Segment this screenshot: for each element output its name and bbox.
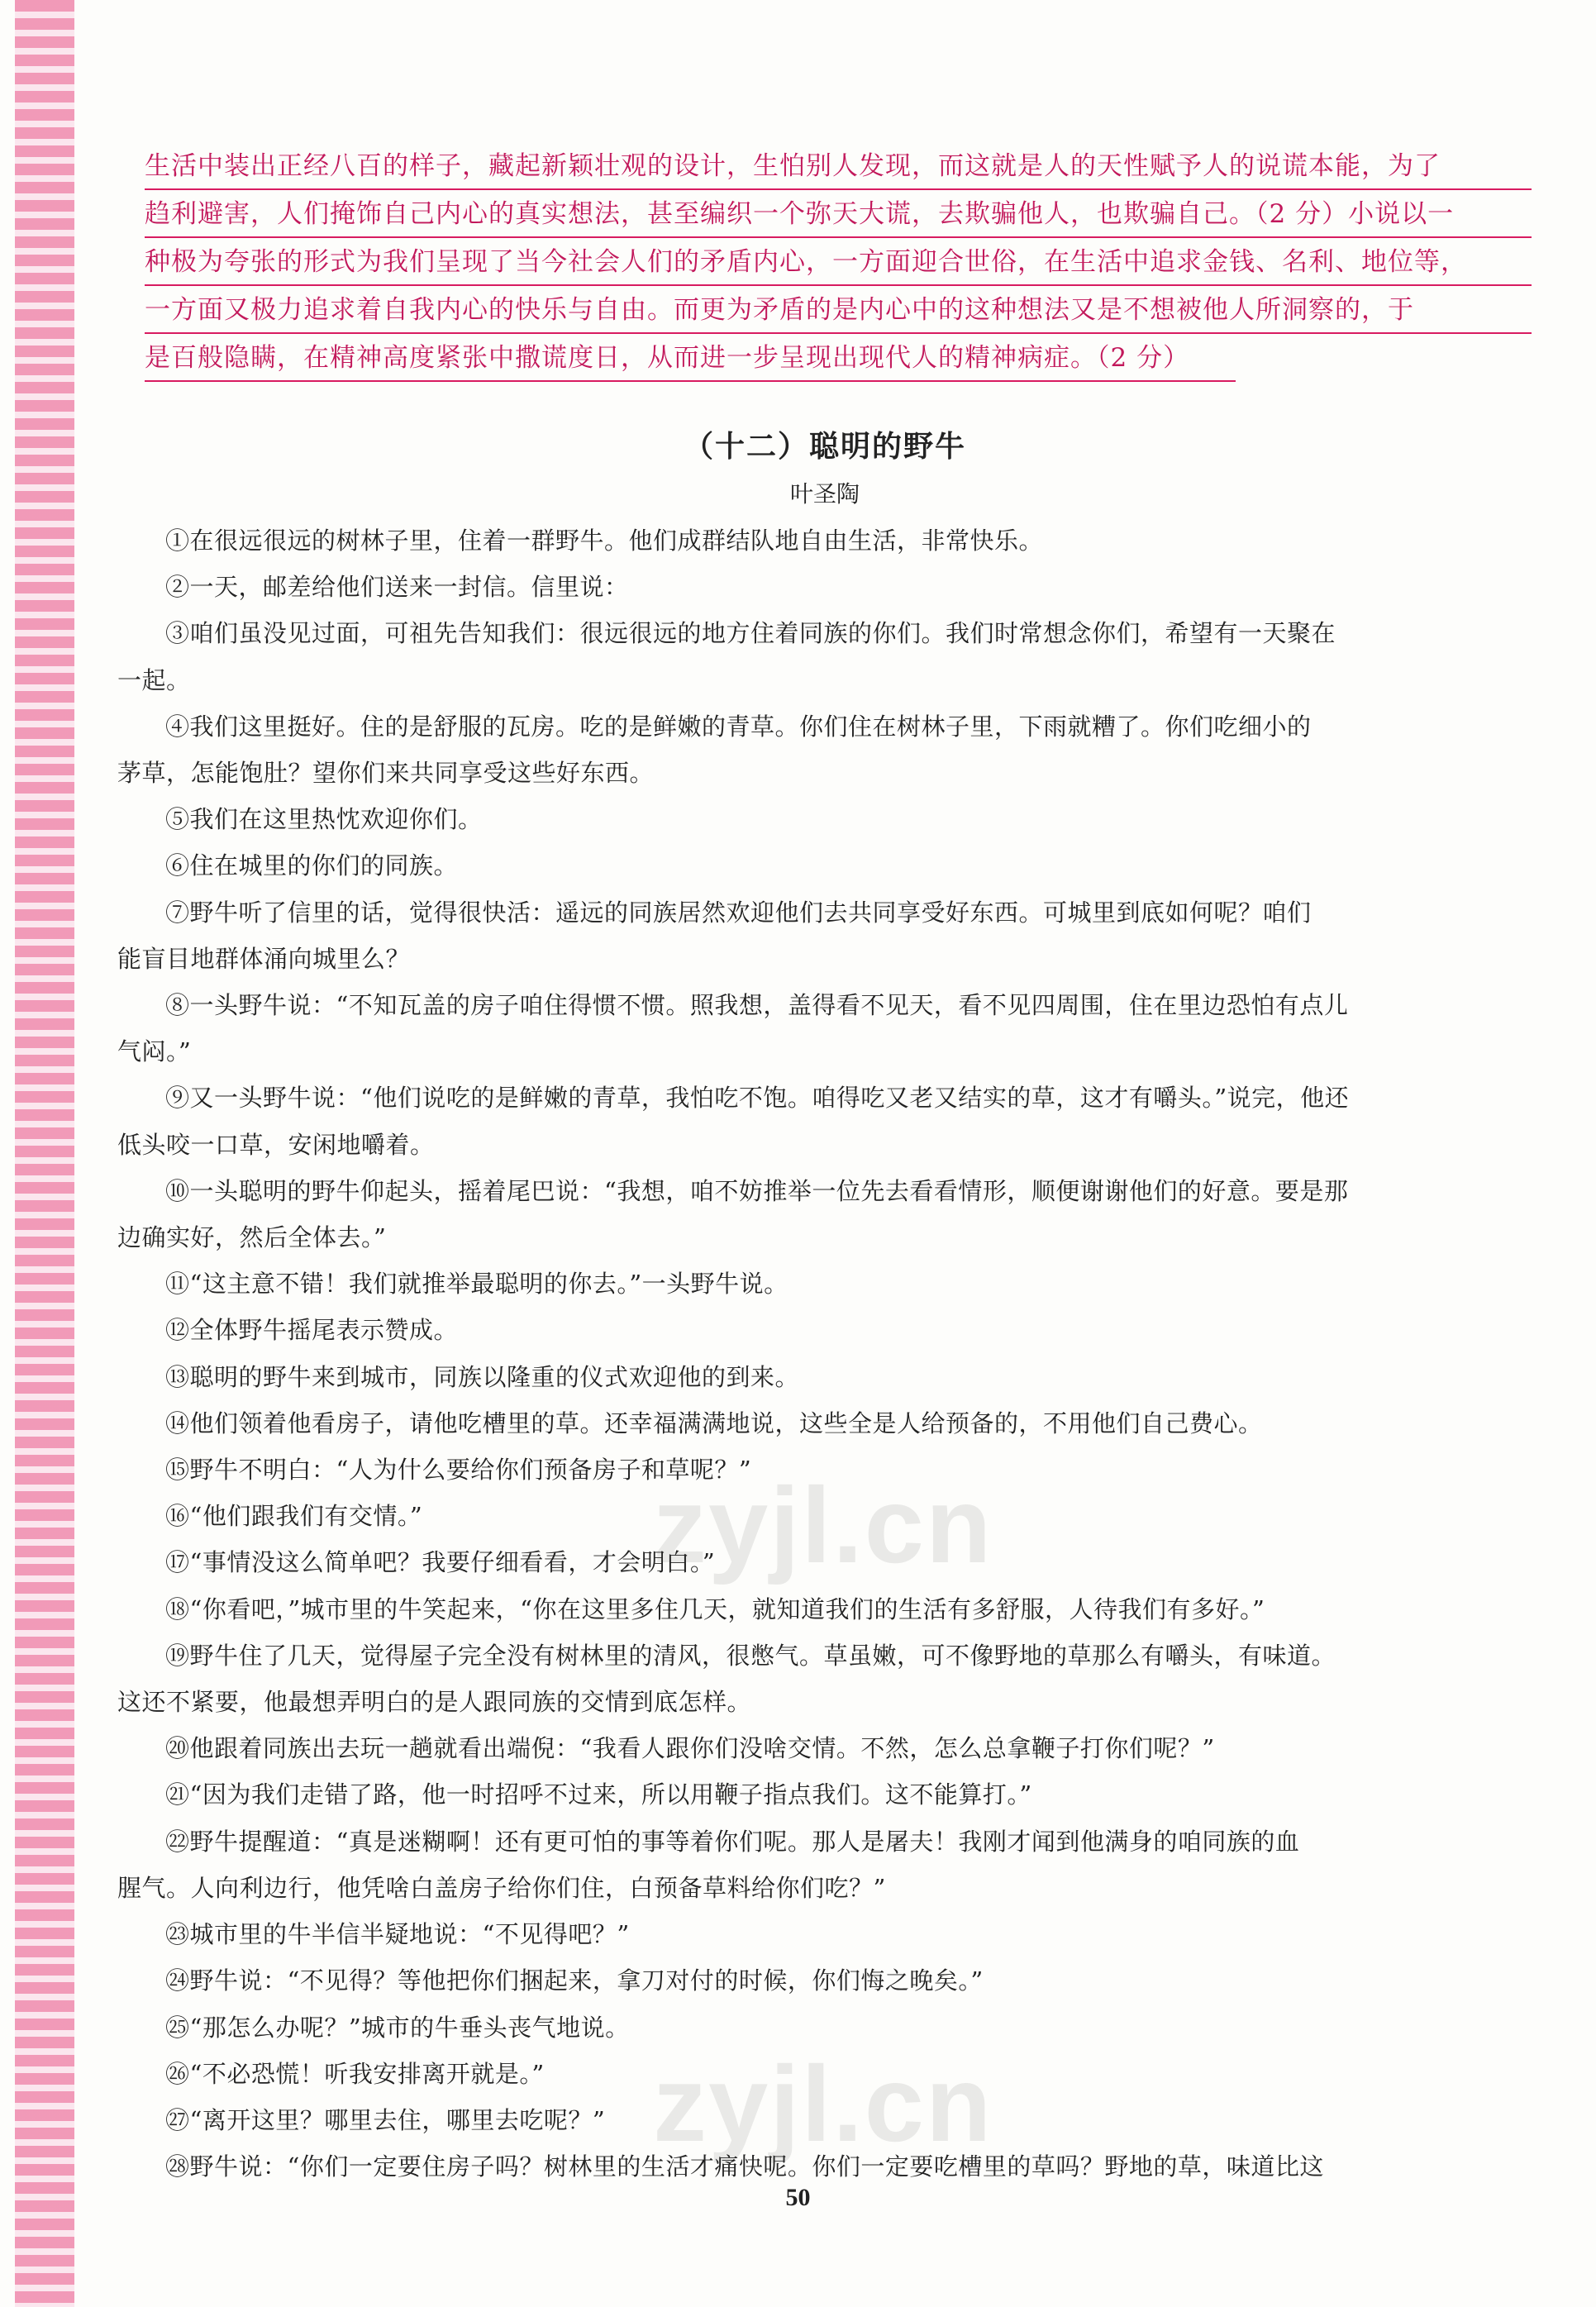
- paragraph: [117, 1586, 1532, 1633]
- paragraph: [117, 1818, 1532, 1911]
- paragraph: [117, 796, 1532, 842]
- paragraph-line: 一起。: [117, 665, 191, 694]
- paragraph-line: ⑫全体野牛摇尾表示赞成。: [165, 1316, 459, 1345]
- paragraph-line: ⑪“这主意不错！我们就推举最聪明的你去。”一头野牛说。: [165, 1270, 788, 1299]
- paragraph-line: ⑧一头野牛说：“不知瓦盖的房子咱住得惯不惯。照我想，盖得看不见天，看不见四周围，住在里边恐怕有点儿: [165, 991, 1349, 1020]
- paragraph: [117, 1168, 1532, 1261]
- paragraph: [117, 1725, 1532, 1771]
- paragraph-line: ㉖“不必恐慌！听我安排离开就是。”: [165, 2059, 545, 2088]
- paragraph-line: 这还不紧要，他最想弄明白的是人跟同族的交情到底怎样。: [117, 1688, 752, 1717]
- paragraph-line: 茅草，怎能饱肚？望你们来共同享受这些好东西。: [117, 759, 655, 788]
- paragraph-line: ⑬聪明的野牛来到城市，同族以隆重的仪式欢迎他的到来。: [165, 1362, 800, 1391]
- paragraph-line: 低头咬一口草，安闲地嚼着。: [117, 1130, 435, 1159]
- answer-line: 是百般隐瞒，在精神高度紧张中撒谎度日，从而进一步呈现出现代人的精神病症。（2 分）: [145, 334, 1236, 382]
- paragraph-line: ⑭他们领着他看房子，请他吃槽里的草。还幸福满满地说，这些全是人给预备的，不用他们自己费心。: [165, 1409, 1263, 1437]
- answer-line: 趋利避害，人们掩饰自己内心的真实想法，甚至编织一个弥天大谎，去欺骗他人，也欺骗自己。（2 分）小说以一: [145, 190, 1532, 238]
- paragraph-line: ④我们这里挺好。住的是舒服的瓦房。吃的是鲜嫩的青草。你们住在树林子里，下雨就糟了。你们吃细小的: [165, 712, 1312, 741]
- paragraph-line: ㉔野牛说：“不见得？等他把你们捆起来，拿刀对付的时候，你们悔之晚矣。”: [165, 1966, 984, 1995]
- paragraph-line: ㉘野牛说：“你们一定要住房子吗？树林里的生活才痛快呢。你们一定要吃槽里的草吗？野地的草，味道比这: [165, 2152, 1324, 2181]
- paragraph-line: ⑳他跟着同族出去玩一趟就看出端倪：“我看人跟你们没啥交情。不然，怎么总拿鞭子打你们呢？”: [165, 1734, 1215, 1763]
- paragraph-line: ⑮野牛不明白：“人为什么要给你们预备房子和草呢？”: [165, 1456, 752, 1485]
- paragraph-line: ㉓城市里的牛半信半疑地说：“不见得吧？”: [165, 1920, 630, 1949]
- paragraph-line: ⑦野牛听了信里的话，觉得很快活：遥远的同族居然欢迎他们去共同享受好东西。可城里到底如何呢？咱们: [165, 898, 1312, 927]
- answer-line: 生活中装出正经八百的样子，藏起新颖壮观的设计，生怕别人发现，而这就是人的天性赋予人的说谎本能，为了: [145, 142, 1532, 190]
- watermark: zyjl.cn: [653, 2043, 993, 2164]
- paragraph-line: ㉑“因为我们走错了路，他一时招呼不过来，所以用鞭子指点我们。这不能算打。”: [165, 1780, 1032, 1809]
- paragraph-line: 腥气。人向利边行，他凭啥白盖房子给你们住，白预备草料给你们吃？”: [117, 1873, 886, 1902]
- answer-line: 种极为夸张的形式为我们呈现了当今社会人们的矛盾内心，一方面迎合世俗，在生活中追求金钱、名利、地位等，: [145, 238, 1532, 286]
- story-section: [117, 422, 1532, 2190]
- paragraph-line: 气闷。”: [117, 1037, 192, 1066]
- paragraph: [117, 1771, 1532, 1818]
- paragraph: [117, 610, 1532, 703]
- paragraph: [117, 564, 1532, 610]
- paragraph: [117, 1633, 1532, 1725]
- binding-strip: [15, 0, 74, 2307]
- paragraph-line: ②一天，邮差给他们送来一封信。信里说：: [165, 573, 629, 602]
- paragraph: [117, 982, 1532, 1075]
- paragraph: [117, 1261, 1532, 1307]
- paragraph: [117, 889, 1532, 982]
- paragraph-line: ③咱们虽没见过面，可祖先告知我们：很远很远的地方住着同族的你们。我们时常想念你们，希望有一天聚在: [165, 619, 1336, 648]
- paragraph: [117, 517, 1532, 564]
- paragraph-line: ⑩一头聪明的野牛仰起头，摇着尾巴说：“我想，咱不妨推举一位先去看看情形，顺便谢谢他们的好意。要是那: [165, 1176, 1349, 1205]
- paragraph-line: ①在很远很远的树林子里，住着一群野牛。他们成群结队地自由生活，非常快乐。: [165, 527, 1044, 555]
- paragraph: [117, 1354, 1532, 1400]
- answer-section: [145, 142, 1532, 382]
- paragraph: [117, 1307, 1532, 1353]
- paragraph-line: ⑰“事情没这么简单吧？我要仔细看看，才会明白。”: [165, 1548, 716, 1577]
- watermark: zyjl.cn: [653, 1465, 993, 1585]
- paragraph-line: ⑤我们在这里热忱欢迎你们。: [165, 805, 483, 834]
- paragraph-line: ⑯“他们跟我们有交情。”: [165, 1502, 423, 1531]
- paragraph: [117, 1075, 1532, 1167]
- story-author: 叶圣陶: [789, 480, 860, 508]
- paragraph: [117, 1957, 1532, 2004]
- paragraph-line: ㉒野牛提醒道：“真是迷糊啊！还有更可怕的事等着你们呢。那人是屠夫！我刚才闻到他满身的咱同族的血: [165, 1827, 1300, 1856]
- paragraph-line: ⑱“你看吧，”城市里的牛笑起来，“你在这里多住几天，就知道我们的生活有多舒服，人待我们有多好。”: [165, 1594, 1265, 1623]
- paragraph-line: ⑲野牛住了几天，觉得屋子完全没有树林里的清风，很憋气。草虽嫩，可不像野地的草那么有嚼头，有味道。: [165, 1641, 1336, 1670]
- answer-line: 一方面又极力追求着自我内心的快乐与自由。而更为矛盾的是内心中的这种想法又是不想被他人所洞察的，于: [145, 286, 1532, 334]
- paragraph-line: ㉕“那怎么办呢？”城市的牛垂头丧气地说。: [165, 2013, 630, 2042]
- page-number: 50: [785, 2184, 811, 2211]
- paragraph-line: 边确实好，然后全体去。”: [117, 1223, 387, 1252]
- paragraph: [117, 842, 1532, 889]
- paragraph: [117, 1400, 1532, 1447]
- story-title: （十二）聪明的野牛: [683, 429, 966, 464]
- paragraph-line: ⑨又一头野牛说：“他们说吃的是鲜嫩的青草，我怕吃不饱。咱得吃又老又结实的草，这才有嚼头。”说完，他还: [165, 1084, 1350, 1113]
- paragraph-line: ㉗“离开这里？哪里去住，哪里去吃呢？”: [165, 2105, 606, 2134]
- paragraph-line: ⑥住在城里的你们的同族。: [165, 851, 459, 880]
- paragraph: [117, 1911, 1532, 1957]
- paragraph: [117, 703, 1532, 796]
- paragraph-line: 能盲目地群体涌向城里么？: [117, 944, 411, 973]
- story-paragraphs: [117, 517, 1532, 2190]
